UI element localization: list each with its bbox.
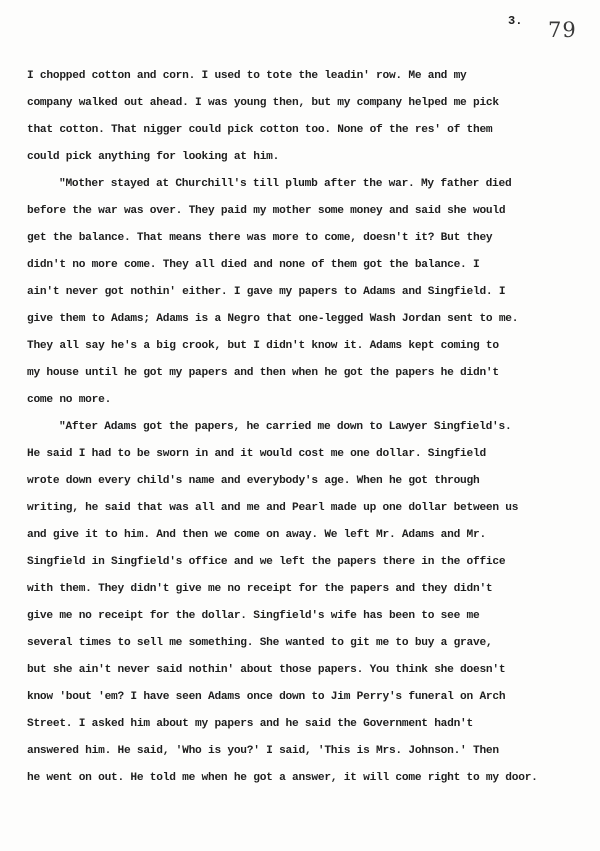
text-line: before the war was over. They paid my mother some money and said she would xyxy=(27,205,506,217)
text-line: answered him. He said, 'Who is you?' I said, 'This is Mrs. Johnson.' Then xyxy=(27,745,499,757)
text-line: get the balance. That means there was more to come, doesn't it? But they xyxy=(27,232,493,244)
text-line: "Mother stayed at Churchill's till plumb after the war. My father died xyxy=(59,178,512,190)
text-line: Singfield in Singfield's office and we left the papers there in the office xyxy=(27,556,506,568)
text-line: give them to Adams; Adams is a Negro that one-legged Wash Jordan sent to me. xyxy=(27,313,519,325)
text-line: but she ain't never said nothin' about those papers. You think she doesn't xyxy=(27,664,506,676)
handwritten-page-number: 79 xyxy=(548,18,577,42)
text-line: and give it to him. And then we come on away. We left Mr. Adams and Mr. xyxy=(27,529,486,541)
typed-page-number: 3. xyxy=(508,14,523,28)
text-line: wrote down every child's name and everybody's age. When he got through xyxy=(27,475,480,487)
text-line: writing, he said that was all and me and Pearl made up one dollar between us xyxy=(27,502,519,514)
text-line: that cotton. That nigger could pick cotton too. None of the res' of them xyxy=(27,124,493,136)
text-line: ain't never got nothin' either. I gave my papers to Adams and Singfield. I xyxy=(27,286,506,298)
text-line: give me no receipt for the dollar. Singfield's wife has been to see me xyxy=(27,610,480,622)
text-line: Street. I asked him about my papers and he said the Government hadn't xyxy=(27,718,473,730)
text-line: I chopped cotton and corn. I used to tote the leadin' row. Me and my xyxy=(27,70,467,82)
text-line: company walked out ahead. I was young then, but my company helped me pick xyxy=(27,97,499,109)
text-line: "After Adams got the papers, he carried me down to Lawyer Singfield's. xyxy=(59,421,512,433)
text-line: know 'bout 'em? I have seen Adams once down to Jim Perry's funeral on Arch xyxy=(27,691,506,703)
text-line: with them. They didn't give me no receipt for the papers and they didn't xyxy=(27,583,493,595)
text-line: several times to sell me something. She wanted to git me to buy a grave, xyxy=(27,637,493,649)
text-line: They all say he's a big crook, but I didn't know it. Adams kept coming to xyxy=(27,340,499,352)
text-line: my house until he got my papers and then when he got the papers he didn't xyxy=(27,367,499,379)
text-line: come no more. xyxy=(27,394,112,406)
text-line: he went on out. He told me when he got a answer, it will come right to my door. xyxy=(27,772,538,784)
text-line: He said I had to be sworn in and it would cost me one dollar. Singfield xyxy=(27,448,486,460)
text-line: could pick anything for looking at him. xyxy=(27,151,280,163)
text-line: didn't no more come. They all died and none of them got the balance. I xyxy=(27,259,480,271)
